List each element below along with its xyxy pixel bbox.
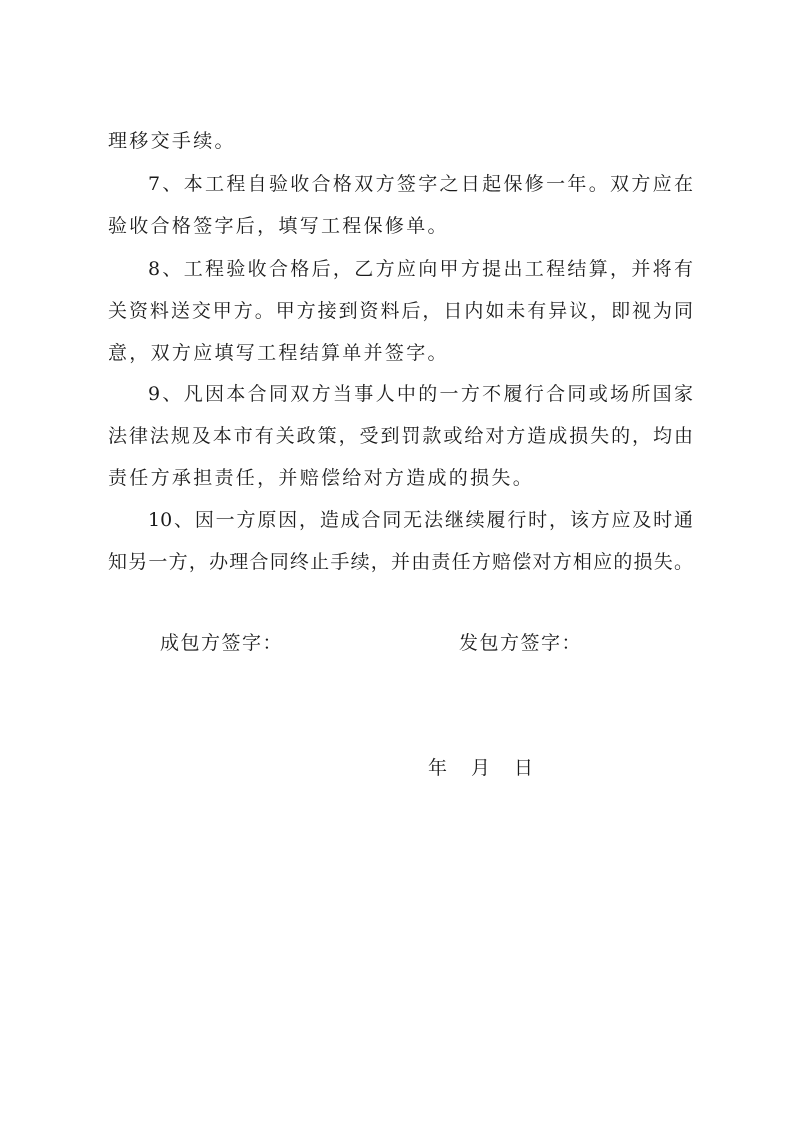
clause-10-line-2: 知另一方，办理合同终止手续，并由责任方赔偿对方相应的损失。: [108, 551, 693, 573]
contractor-signature-label: 成包方签字：: [160, 632, 284, 654]
client-signature-label: 发包方签字：: [459, 632, 583, 654]
clause-8-line-2: 关资料送交甲方。甲方接到资料后，日内如未有异议，即视为同: [108, 300, 693, 322]
clause-10-line-1: 10、因一方原因，造成合同无法继续履行时，该方应及时通: [148, 509, 693, 531]
clause-9-line-2: 法律法规及本市有关政策，受到罚款或给对方造成损失的，均由: [108, 425, 693, 447]
clause-7-line-1: 7、本工程自验收合格双方签字之日起保修一年。双方应在: [148, 173, 693, 195]
clause-9-line-1: 9、凡因本合同双方当事人中的一方不履行合同或场所国家: [148, 383, 693, 405]
date-month: 月: [471, 757, 491, 779]
date-year: 年: [428, 757, 448, 779]
date-day: 日: [514, 757, 534, 779]
clause-7-line-2: 验收合格签字后，填写工程保修单。: [108, 215, 449, 237]
clause-8-line-3: 意，双方应填写工程结算单并签字。: [108, 342, 449, 364]
paragraph-line: 理移交手续。: [108, 130, 236, 152]
clause-8-line-1: 8、工程验收合格后，乙方应向甲方提出工程结算，并将有: [148, 258, 693, 280]
clause-9-line-3: 责任方承担责任，并赔偿给对方造成的损失。: [108, 467, 535, 489]
